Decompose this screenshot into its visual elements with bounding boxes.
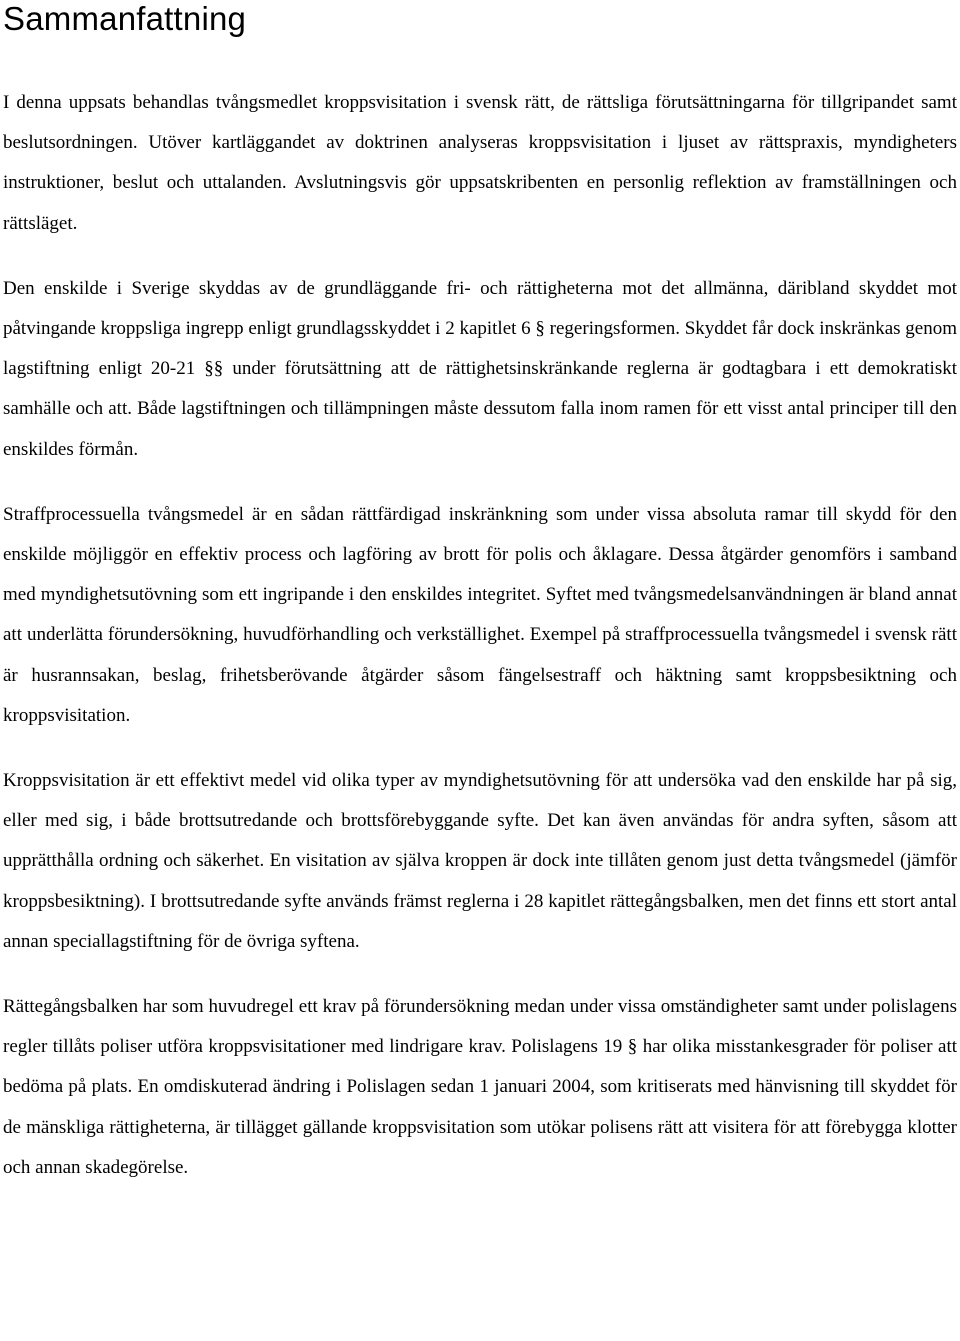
paragraph-coercive-measures: Straffprocessuella tvångsmedel är en sådan rättfärdigad inskränkning som under vissa absoluta ramar till skydd för den enskilde möjliggör en effektiv process och lagföring av brott för polis och åklagare. Dessa åtgärder genomförs i samband med myndighetsutövning som ett ingripande i den enskildes integritet. Syftet med tvångsmedelsanvändningen är bland annat att underlätta förundersökning, huvudförhandling och verkställighet. Exempel på straffprocessuella tvångsmedel i svensk rätt är husrannsakan, beslag, frihetsberövande åtgärder såsom fängelsestraff och häktning samt kroppsbesiktning och kroppsvisitation. [3,503,957,726]
document-page [3,0,957,1188]
paragraph-procedural-code: Rättegångsbalken har som huvudregel ett krav på förundersökning medan under vissa omständigheter samt under polislagens regler tillåts poliser utföra kroppsvisitationer med lindrigare krav. Polislagens 19 § har olika misstankesgrader för poliser att bedöma på plats. En omdiskuterad ändring i Polislagen sedan 1 januari 2004, som kritiserats med hänvisning till skyddet för de mänskliga rättigheterna, är tillägget gällande kroppsvisitation som utökar polisens rätt att visitera för att förebygga klotter och annan skadegörelse. [3,996,957,1178]
paragraph-intro: I denna uppsats behandlas tvångsmedlet kroppsvisitation i svensk rätt, de rättsliga förutsättningarna för tillgripandet samt beslutsordningen. Utöver kartläggandet av doktrinen analyseras kroppsvisitation i ljuset av rättspraxis, myndigheters instruktioner, beslut och uttalanden. Avslutningsvis gör uppsatskribenten en personlig reflektion av framställningen och rättsläget. [3,92,957,234]
paragraph-fundamental-rights: Den enskilde i Sverige skyddas av de grundläggande fri- och rättigheterna mot det allmänna, däribland skyddet mot påtvingande kroppsliga ingrepp enligt grundlagsskyddet i 2 kapitlet 6 § regeringsformen. Skyddet får dock inskränkas genom lagstiftning enligt 20-21 §§ under förutsättning att de rättighetsinskränkande reglerna är godtagbara i ett demokratiskt samhälle och att. Både lagstiftningen och tillämpningen måste dessutom falla inom ramen för ett visst antal principer till den enskildes förmån. [3,277,958,460]
paragraph-body-search: Kroppsvisitation är ett effektivt medel vid olika typer av myndighetsutövning för att undersöka vad den enskilde har på sig, eller med sig, i både brottsutredande och brottsförebyggande syfte. Det kan även användas för andra syften, såsom att upprätthålla ordning och säkerhet. En visitation av själva kroppen är dock inte tillåten genom just detta tvångsmedel (jämför kroppsbesiktning). I brottsutredande syfte används främst reglerna i 28 kapitlet rättegångsbalken, men det finns ett stort antal annan speciallagstiftning för de övriga syftena. [3,770,957,952]
page-title: Sammanfattning [3,0,247,37]
